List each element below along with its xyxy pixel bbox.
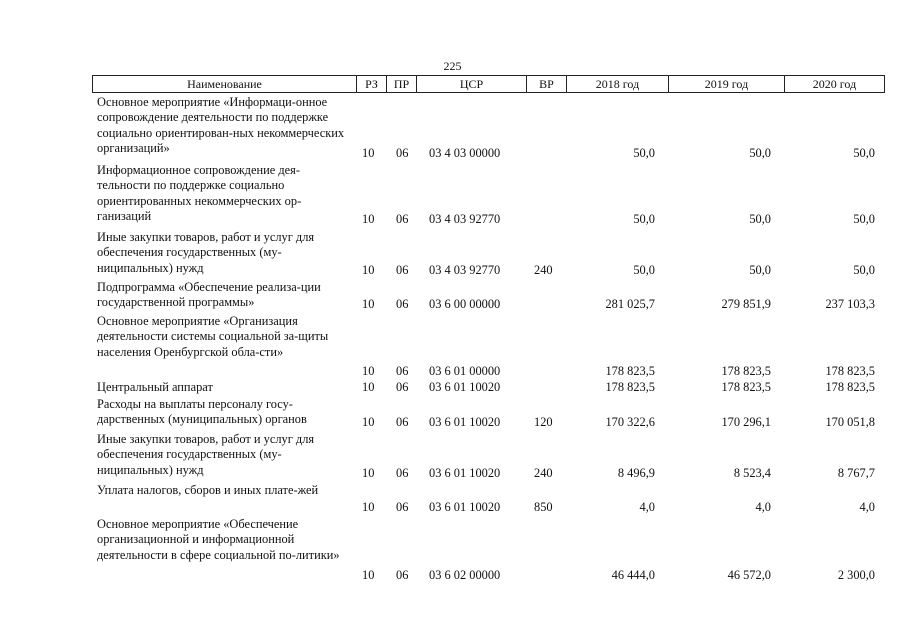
row-csr: 03 6 01 10020 (429, 500, 501, 514)
row-2020: 50,0 (853, 212, 875, 226)
row-pr: 06 (396, 212, 409, 226)
row-2019: 50,0 (749, 146, 771, 160)
row-pr: 06 (396, 568, 409, 582)
page-number: 225 (443, 59, 462, 73)
row-csr: 03 6 02 00000 (429, 568, 501, 582)
row-vr: 240 (534, 263, 553, 277)
row-pr: 06 (396, 415, 409, 429)
row-csr: 03 4 03 00000 (429, 146, 501, 160)
row-2019: 50,0 (749, 263, 771, 277)
row-csr: 03 4 03 92770 (429, 263, 501, 277)
header-csr: ЦСР (416, 76, 526, 92)
row-2019: 8 523,4 (733, 466, 771, 480)
header-pr: ПР (386, 76, 416, 92)
row-2020: 8 767,7 (837, 466, 875, 480)
row-name: Основное мероприятие «Информаци-онное сопровождение деятельности по поддержке социально ориентирован-ных некоммерческих организаций» (97, 95, 345, 155)
row-2020: 4,0 (859, 500, 875, 514)
header-rz: РЗ (356, 76, 386, 92)
row-2019: 178 823,5 (721, 364, 771, 378)
row-name: Подпрограмма «Обеспечение реализа-ции государственной программы» (97, 280, 321, 310)
row-2019: 279 851,9 (721, 297, 771, 311)
row-2019: 46 572,0 (727, 568, 771, 582)
row-rz: 10 (362, 380, 375, 394)
row-name: Информационное сопровождение дея-тельности по поддержке социально ориентированных некоммерческих ор-ганизаций (97, 163, 302, 223)
header-vr: ВР (526, 76, 566, 92)
row-csr: 03 6 01 10020 (429, 380, 501, 394)
row-2020: 50,0 (853, 146, 875, 160)
header-2018: 2018 год (566, 76, 668, 92)
row-2020: 237 103,3 (825, 297, 875, 311)
row-name: Основное мероприятие «Организация деятельности системы социальной за-щиты населения Оренбургской обла-сти» (97, 314, 329, 359)
row-name: Иные закупки товаров, работ и услуг для обеспечения государственных (му-ниципальных) нужд (97, 230, 315, 275)
row-pr: 06 (396, 380, 409, 394)
row-vr: 120 (534, 415, 553, 429)
row-vr: 850 (534, 500, 553, 514)
row-vr: 240 (534, 466, 553, 480)
row-2020: 178 823,5 (825, 364, 875, 378)
header-name: Наименование (187, 77, 262, 91)
row-2018: 4,0 (639, 500, 655, 514)
row-2018: 8 496,9 (617, 466, 655, 480)
row-2018: 178 823,5 (605, 380, 655, 394)
row-2020: 2 300,0 (837, 568, 875, 582)
row-pr: 06 (396, 466, 409, 480)
row-rz: 10 (362, 297, 375, 311)
row-rz: 10 (362, 466, 375, 480)
row-2018: 170 322,6 (605, 415, 655, 429)
row-2019: 50,0 (749, 212, 771, 226)
row-2020: 170 051,8 (825, 415, 875, 429)
row-pr: 06 (396, 146, 409, 160)
row-name: Центральный аппарат (97, 380, 213, 394)
row-csr: 03 4 03 92770 (429, 212, 501, 226)
row-2019: 4,0 (755, 500, 771, 514)
row-pr: 06 (396, 263, 409, 277)
row-csr: 03 6 00 00000 (429, 297, 501, 311)
row-2018: 50,0 (633, 263, 655, 277)
row-2018: 46 444,0 (611, 568, 655, 582)
row-2018: 281 025,7 (605, 297, 655, 311)
row-2020: 50,0 (853, 263, 875, 277)
row-2018: 50,0 (633, 212, 655, 226)
row-rz: 10 (362, 263, 375, 277)
row-2018: 50,0 (633, 146, 655, 160)
row-name: Уплата налогов, сборов и иных плате-жей (97, 483, 319, 497)
row-name: Расходы на выплаты персоналу госу-дарственных (муниципальных) органов (97, 397, 307, 427)
row-csr: 03 6 01 10020 (429, 415, 501, 429)
row-pr: 06 (396, 500, 409, 514)
row-rz: 10 (362, 500, 375, 514)
row-rz: 10 (362, 415, 375, 429)
row-rz: 10 (362, 212, 375, 226)
row-csr: 03 6 01 10020 (429, 466, 501, 480)
row-rz: 10 (362, 146, 375, 160)
header-2019: 2019 год (668, 76, 784, 92)
row-pr: 06 (396, 297, 409, 311)
row-pr: 06 (396, 364, 409, 378)
row-name: Иные закупки товаров, работ и услуг для обеспечения государственных (му-ниципальных) нужд (97, 432, 315, 477)
row-csr: 03 6 01 00000 (429, 364, 501, 378)
row-2020: 178 823,5 (825, 380, 875, 394)
row-rz: 10 (362, 364, 375, 378)
row-rz: 10 (362, 568, 375, 582)
row-2018: 178 823,5 (605, 364, 655, 378)
header-2020: 2020 год (784, 76, 884, 92)
row-2019: 178 823,5 (721, 380, 771, 394)
row-name: Основное мероприятие «Обеспечение организационной и информационной деятельности в сфере социальной по-литики» (97, 517, 340, 562)
row-2019: 170 296,1 (721, 415, 771, 429)
